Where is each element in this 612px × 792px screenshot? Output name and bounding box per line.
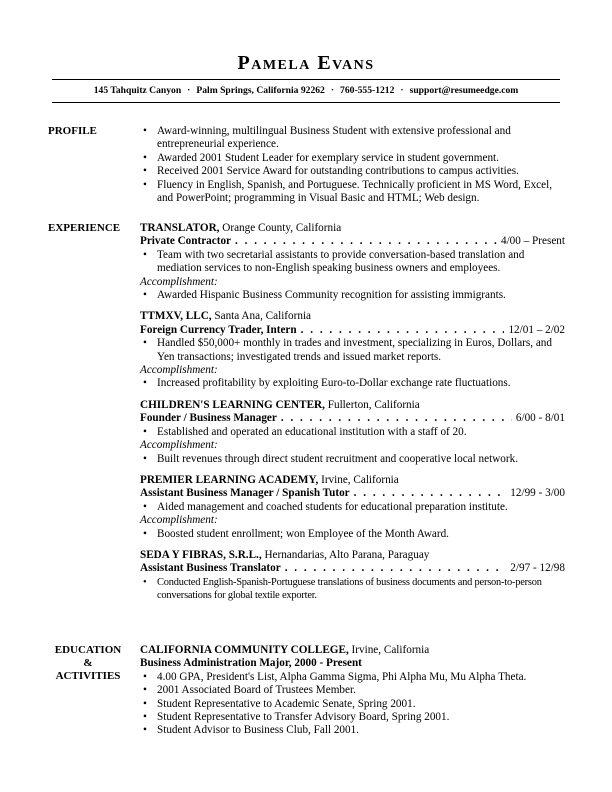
duties-list	[140, 337, 565, 364]
job-title: Assistant Business Translator	[140, 562, 281, 575]
candidate-name: Pamela Evans	[237, 52, 375, 74]
job-dates: 4/00 – Present	[500, 235, 565, 248]
header-rule-bottom	[52, 102, 560, 103]
leader-dots	[354, 487, 507, 500]
leader-dots	[285, 562, 507, 575]
city: Palm Springs, California 92262	[196, 85, 325, 96]
job-title-line	[140, 235, 565, 248]
employer-name: CHILDREN'S LEARNING CENTER,	[140, 398, 325, 411]
duties-list	[140, 426, 565, 439]
list-item: • Conducted English-Spanish-Portuguese translations of business documents and person-to-person conversations for global textile exporter.	[140, 576, 565, 603]
list-item: • Aided management and coached students for educational preparation institute.	[140, 501, 565, 514]
section-label-line: EDUCATION	[54, 644, 122, 656]
employer-name: SEDA Y FIBRAS, S.R.L.,	[140, 548, 262, 561]
section-label-education	[48, 644, 128, 683]
job-title: Private Contractor	[140, 235, 232, 248]
job-entry	[140, 474, 565, 541]
email[interactable]: support@resumeedge.com	[409, 85, 519, 96]
job-dates: 12/01 – 2/02	[508, 323, 565, 336]
accomplishment-label: Accomplishment:	[140, 439, 218, 452]
job-title: Foreign Currency Trader, Intern	[140, 323, 297, 336]
list-item: • Awarded Hispanic Business Community recognition for assisting immigrants.	[140, 289, 565, 302]
job-title-line	[140, 487, 565, 500]
separator: ·	[187, 85, 191, 96]
section-label-experience: EXPERIENCE	[48, 222, 121, 234]
list-item: • Built revenues through direct student recruitment and cooperative local network.	[140, 453, 565, 466]
list-item: • Increased profitability by exploiting Euro-to-Dollar exchange rate fluctuations.	[140, 377, 565, 390]
accomplishment-label: Accomplishment:	[140, 364, 218, 377]
accomplishment-label: Accomplishment:	[140, 275, 218, 288]
list-item: • 4.00 GPA, President's List, Alpha Gamma Sigma, Phi Alpha Mu, Mu Alpha Theta.	[140, 671, 565, 684]
employer-location: Hernandarias, Alto Parana, Paraguay	[264, 548, 430, 561]
leader-dots	[301, 324, 505, 337]
job-entry	[140, 549, 565, 603]
employer	[140, 549, 565, 562]
list-item: • Received 2001 Service Award for outstanding contributions to campus activities.	[140, 165, 565, 178]
leader-dots	[281, 412, 512, 425]
list-item: • Handled $50,000+ monthly in trades and investment, specializing in Euros, Dollars, and Yen transactions; investigated trends and issued market reports.	[140, 337, 565, 364]
employer-name: TTMXV, LLC,	[140, 310, 212, 323]
leader-dots	[235, 235, 497, 248]
contact-line	[52, 84, 560, 97]
section-label-line: ACTIVITIES	[55, 670, 121, 682]
employer-location: Orange County, California	[222, 222, 342, 234]
employer-location: Santa Ana, California	[214, 310, 312, 323]
list-item: • Boosted student enrollment; won Employee of the Month Award.	[140, 528, 565, 541]
experience-section	[140, 222, 565, 611]
list-item: • Student Representative to Transfer Advisory Board, Spring 2001.	[140, 711, 565, 724]
school-name: CALIFORNIA COMMUNITY COLLEGE,	[140, 644, 349, 656]
school-location: Irvine, California	[351, 644, 430, 656]
list-item: • 2001 Associated Board of Trustees Member.	[140, 684, 565, 697]
list-item: • Award-winning, multilingual Business Student with extensive professional and entrepreneurial experience.	[140, 125, 565, 152]
employer	[140, 474, 565, 487]
job-dates: 6/00 - 8/01	[515, 412, 565, 425]
job-entry	[140, 310, 565, 390]
job-title: Founder / Business Manager	[140, 412, 277, 425]
degree: Business Administration Major, 2000 - Present	[140, 657, 362, 670]
job-dates: 2/97 - 12/98	[510, 562, 565, 575]
job-dates: 12/99 - 3/00	[510, 487, 565, 500]
job-title-line	[140, 412, 565, 425]
list-item: • Student Representative to Academic Senate, Spring 2001.	[140, 698, 565, 711]
list-item: • Established and operated an educational institution with a staff of 20.	[140, 426, 565, 439]
duties-list	[140, 249, 565, 276]
accomplishment-list	[140, 377, 565, 390]
education-section	[140, 644, 565, 738]
school	[140, 644, 565, 657]
job-entry	[140, 222, 565, 302]
address: 145 Tahquitz Canyon	[93, 85, 182, 96]
separator: ·	[330, 85, 335, 96]
accomplishment-label: Accomplishment:	[140, 514, 218, 527]
list-item: • Student Advisor to Business Club, Fall 2001.	[140, 724, 565, 737]
profile-list	[140, 125, 565, 205]
job-title-line	[140, 562, 565, 575]
list-item: • Fluency in English, Spanish, and Portuguese. Technically proficient in MS Word, Excel, and PowerPoint; programming in Visual Basic and HTML; Web design.	[140, 179, 565, 206]
section-label-line: &	[83, 657, 93, 669]
duties-list	[140, 576, 565, 603]
employer-location: Fullerton, California	[327, 398, 420, 411]
employer-name: TRANSLATOR,	[140, 222, 220, 234]
list-item: • Awarded 2001 Student Leader for exemplary service in student government.	[140, 152, 565, 165]
job-title: Assistant Business Manager / Spanish Tutor	[140, 487, 350, 500]
list-item: • Team with two secretarial assistants to provide conversation-based translation and mediation services to non-English speaking business owners and employees.	[140, 249, 565, 276]
employer	[140, 222, 565, 235]
header-rule-top	[52, 79, 560, 80]
accomplishment-list	[140, 528, 565, 541]
phone: 760-555-1212	[340, 85, 395, 96]
education-list	[140, 671, 565, 738]
employer-location: Irvine, California	[321, 473, 399, 486]
separator: ·	[400, 85, 404, 96]
profile-section	[140, 125, 565, 205]
duties-list	[140, 501, 565, 514]
accomplishment-list	[140, 453, 565, 466]
employer	[140, 399, 565, 412]
job-entry	[140, 399, 565, 466]
job-title-line	[140, 324, 565, 337]
accomplishment-list	[140, 289, 565, 302]
employer-name: PREMIER LEARNING ACADEMY,	[140, 473, 319, 486]
employer	[140, 310, 565, 323]
section-label-profile: PROFILE	[48, 125, 97, 137]
